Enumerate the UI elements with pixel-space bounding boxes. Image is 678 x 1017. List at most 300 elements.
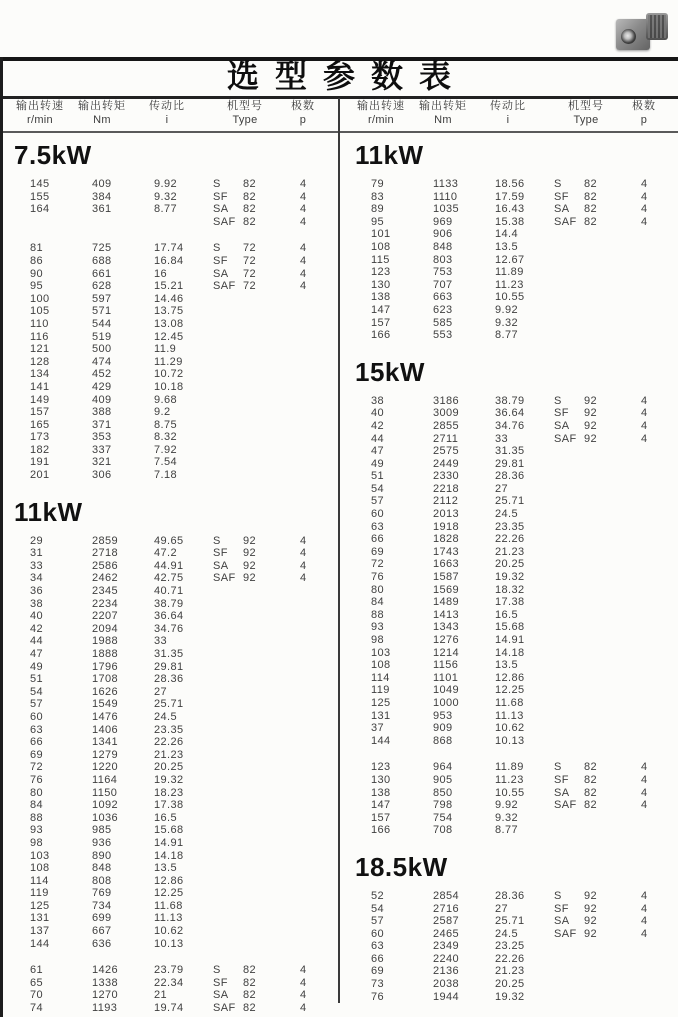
type-size-cell [584,621,641,634]
poles-cell [300,749,339,762]
ratio-cell: 25.71 [495,495,525,508]
ratio-cell: 47.2 [154,547,178,560]
ratio-cell: 19.32 [154,773,184,786]
speed-cell: 115 [371,253,390,266]
ratio-cell: 10.13 [154,937,184,950]
poles-cell [641,495,678,508]
header-poles-unit: p [299,114,307,126]
torque-cell [92,216,154,229]
power-section [341,853,678,1003]
poles-cell [641,521,678,534]
torque-cell: 3009 [433,407,460,420]
speed-cell: 83 [371,190,385,203]
ratio-cell: 28.36 [154,673,184,686]
type-prefix-cell [213,661,243,674]
speed-cell: 80 [371,583,385,596]
speed-cell: 100 [30,292,50,305]
header-ratio-label: 传动比 [490,100,526,112]
speed-cell: 47 [371,445,385,458]
torque-cell: 1988 [92,635,119,648]
table-row [0,711,339,724]
ratio-cell: 13.75 [154,305,184,318]
speed-cell: 88 [30,811,44,824]
type-size-cell [243,850,300,863]
speed-cell: 95 [30,280,44,293]
type-size-cell [584,940,641,953]
table-row [341,722,678,735]
table-row [341,433,678,446]
poles-cell [300,686,339,699]
type-size-cell: 82 [584,761,598,774]
torque-cell: 500 [92,343,112,356]
speed-cell: 131 [371,709,391,722]
ratio-cell: 31.35 [154,648,184,660]
table-row [0,216,339,229]
power-section-heading: 15kW [355,356,425,387]
table-row [0,585,339,598]
table-row [341,508,678,521]
header-torque-unit: Nm [434,114,452,126]
speed-cell: 130 [371,278,391,291]
table-row [0,648,339,661]
type-prefix-cell [213,749,243,762]
torque-cell: 1110 [433,190,458,203]
speed-cell: 49 [371,457,385,470]
type-prefix-cell: SAF [213,572,236,585]
ratio-cell: 7.92 [154,443,178,456]
type-prefix-cell [213,635,243,648]
table-row [0,761,339,774]
table-row [341,659,678,672]
torque-cell: 1133 [433,178,459,190]
table-row [341,521,678,534]
ratio-cell: 14.4 [495,228,519,241]
poles-cell: 4 [641,419,648,432]
torque-cell: 969 [433,215,453,228]
speed-cell: 98 [30,836,44,849]
poles-cell [300,431,339,444]
speed-cell: 141 [30,380,50,393]
type-prefix-cell [213,585,243,598]
poles-cell: 4 [300,203,307,216]
speed-cell: 69 [371,545,385,558]
table-row [0,203,339,216]
type-prefix-cell [554,470,584,483]
type-size-cell [243,406,300,419]
poles-cell [300,381,339,394]
speed-cell: 166 [371,329,391,342]
type-prefix-cell: SAF [213,280,236,293]
poles-cell [641,596,678,609]
type-prefix-cell [213,887,243,900]
type-prefix-cell [554,546,584,559]
speed-cell: 65 [30,976,44,989]
speed-cell: 60 [30,710,44,723]
poles-cell: 4 [300,267,307,280]
torque-cell: 2345 [92,585,119,598]
type-size-cell: 92 [584,432,598,445]
ratio-cell: 23.79 [154,964,184,977]
type-prefix-cell: SA [554,915,570,928]
type-size-cell [243,736,300,749]
table-row [0,787,339,800]
torque-cell: 663 [433,291,453,304]
table-row [0,268,339,281]
torque-cell: 699 [92,912,112,925]
torque-cell: 409 [92,178,112,190]
speed-cell: 29 [30,534,44,547]
table-row [0,419,339,432]
speed-cell: 79 [371,178,385,190]
poles-cell [300,661,339,674]
row-group [341,395,678,748]
table-row [0,749,339,762]
speed-cell: 69 [30,748,44,761]
type-size-cell [584,546,641,559]
table-column-right [341,133,678,1017]
ratio-cell: 21.23 [154,748,184,761]
type-size-cell: 82 [243,976,257,989]
ratio-cell: 7.18 [154,469,178,482]
type-prefix-cell [213,419,243,432]
torque-cell: 1888 [92,648,119,660]
type-size-cell [243,635,300,648]
torque-cell: 890 [92,849,112,862]
poles-cell [300,799,339,812]
type-prefix-cell [554,279,584,292]
torque-cell: 321 [92,456,112,469]
poles-cell [641,329,678,342]
torque-cell: 905 [433,773,453,786]
torque-cell: 1569 [433,583,460,596]
type-prefix-cell [554,483,584,496]
poles-cell [641,241,678,254]
torque-cell: 2349 [433,940,460,953]
torque-cell: 628 [92,280,112,293]
speed-cell: 166 [371,824,391,837]
ratio-cell: 16 [154,267,168,280]
poles-cell [641,953,678,966]
table-row [341,799,678,812]
speed-cell: 119 [30,887,49,900]
type-size-cell [584,558,641,571]
type-prefix-cell [554,991,584,1004]
ratio-cell: 17.74 [154,242,184,255]
table-row [0,824,339,837]
type-size-cell: 92 [584,915,598,928]
poles-cell [641,647,678,660]
speed-cell: 89 [371,203,385,216]
poles-cell: 4 [300,989,307,1002]
ratio-cell: 12.25 [495,684,525,697]
poles-cell [641,621,678,634]
power-section [341,358,678,837]
table-row [0,178,339,191]
ratio-cell: 20.25 [495,978,525,991]
table-row [341,291,678,304]
table-row [341,787,678,800]
ratio-cell: 22.26 [495,952,525,965]
table-row [341,710,678,723]
power-section-heading: 7.5kW [14,140,92,170]
ratio-cell: 12.86 [154,874,184,887]
poles-cell: 4 [300,190,307,203]
ratio-cell: 34.76 [154,622,184,635]
poles-cell [300,406,339,419]
row-group [341,761,678,837]
torque-cell: 2207 [92,610,119,623]
torque-cell: 2038 [433,978,460,991]
type-size-cell: 82 [584,190,598,203]
type-size-cell [584,254,641,267]
type-prefix-cell [213,368,243,381]
poles-cell [641,228,678,241]
type-size-cell [243,431,300,444]
table-row [341,991,678,1004]
torque-cell: 2855 [433,419,460,432]
speed-cell: 60 [371,508,385,521]
type-size-cell [584,445,641,458]
speed-cell: 157 [371,316,391,329]
speed-cell: 90 [30,267,44,280]
type-size-cell [584,684,641,697]
ratio-cell: 15.38 [495,215,525,228]
poles-cell [300,318,339,331]
speed-cell: 165 [30,418,50,431]
torque-cell: 2136 [433,965,460,978]
speed-cell: 138 [371,786,391,799]
ratio-cell: 11.13 [495,709,524,722]
speed-cell: 155 [30,190,50,203]
torque-cell: 1036 [92,811,119,824]
ratio-cell: 36.64 [154,610,184,623]
type-size-cell: 82 [584,203,598,216]
ratio-cell: 14.18 [154,849,184,862]
poles-cell [300,293,339,306]
torque-cell: 734 [92,899,112,912]
table-row [341,634,678,647]
header-torque [78,100,126,127]
ratio-cell: 27 [154,685,168,698]
torque-cell: 1156 [433,659,459,672]
torque-cell: 1708 [92,673,119,686]
type-prefix-cell: S [213,534,221,547]
header-ratio [490,100,526,127]
table-row [0,724,339,737]
speed-cell: 93 [30,824,44,837]
table-row [0,394,339,407]
poles-cell [300,419,339,432]
speed-cell: 103 [30,849,50,862]
ratio-cell: 11.9 [154,343,177,356]
type-prefix-cell: SAF [554,432,577,445]
type-size-cell [243,698,300,711]
ratio-cell: 15.68 [495,621,525,634]
torque-cell: 803 [433,253,453,266]
speed-cell: 40 [30,610,44,623]
speed-cell: 144 [371,734,391,747]
ratio-cell: 21.23 [495,545,525,558]
poles-cell [300,394,339,407]
header-speed [357,100,405,127]
row-group [341,178,678,342]
poles-cell [300,900,339,913]
speed-cell: 108 [30,862,50,875]
type-size-cell [584,241,641,254]
type-size-cell: 82 [243,203,257,216]
poles-cell [641,978,678,991]
torque-cell: 452 [92,368,112,381]
header-torque-label: 输出转矩 [419,100,467,112]
type-prefix-cell [554,241,584,254]
poles-cell [300,648,339,661]
ratio-cell: 36.64 [495,407,525,420]
type-prefix-cell [554,584,584,597]
motor-fins-shape [648,15,666,38]
poles-cell: 4 [300,559,307,572]
ratio-cell: 38.79 [495,394,525,407]
poles-cell: 4 [300,572,307,585]
header-speed-label: 输出转速 [16,100,64,112]
type-prefix-cell [554,571,584,584]
table-row [0,686,339,699]
poles-cell [641,812,678,825]
table-row [0,255,339,268]
speed-cell: 119 [371,684,390,697]
speed-cell: 157 [30,406,50,419]
torque-cell: 1796 [92,660,119,673]
speed-cell: 98 [371,634,385,646]
type-size-cell [243,585,300,598]
torque-cell: 2854 [433,889,460,902]
torque-cell: 1549 [92,698,119,711]
speed-cell: 63 [30,723,44,736]
type-prefix-cell [554,558,584,571]
type-size-cell [243,887,300,900]
type-size-cell: 72 [243,267,257,280]
torque-cell: 1476 [92,710,119,723]
ratio-cell: 16.43 [495,203,525,216]
speed-cell: 54 [371,482,385,495]
header-type [227,100,263,127]
torque-cell: 1743 [433,545,460,558]
torque-cell: 753 [433,266,453,279]
torque-cell: 2013 [433,508,460,521]
type-prefix-cell [213,875,243,888]
table-row [341,203,678,216]
table-row [341,241,678,254]
poles-cell: 4 [300,976,307,989]
shaft-face-shape [621,29,636,44]
torque-cell: 1338 [92,976,119,989]
speed-cell: 144 [30,937,50,950]
table-row [341,279,678,292]
poles-cell [300,444,339,457]
type-prefix-cell: SA [213,989,229,1002]
ratio-cell: 11.89 [495,761,524,774]
ratio-cell: 9.2 [154,406,171,419]
torque-cell: 1193 [92,1002,118,1015]
table-row [341,953,678,966]
type-size-cell: 92 [243,559,257,572]
type-size-cell: 82 [243,989,257,1002]
torque-cell: 953 [433,709,453,722]
type-size-cell: 92 [584,394,598,407]
ratio-cell: 14.18 [495,646,525,659]
torque-cell: 2575 [433,445,460,458]
table-row [341,621,678,634]
poles-cell [300,305,339,318]
torque-cell: 1279 [92,748,119,761]
speed-cell: 38 [371,394,385,407]
speed-cell: 125 [371,696,391,709]
type-prefix-cell [554,317,584,330]
type-size-cell [584,291,641,304]
header-ratio [149,100,185,127]
type-prefix-cell [213,862,243,875]
type-prefix-cell [213,394,243,407]
table-row [341,254,678,267]
type-prefix-cell [554,953,584,966]
poles-cell [300,711,339,724]
type-prefix-cell [554,710,584,723]
type-prefix-cell [213,925,243,938]
table-row [0,862,339,875]
type-prefix-cell [554,533,584,546]
ratio-cell: 18.23 [154,786,184,799]
speed-cell: 51 [371,470,385,483]
table-row [341,533,678,546]
type-prefix-cell [554,659,584,672]
poles-cell [300,585,339,598]
table-row [341,596,678,609]
speed-cell: 108 [371,240,391,253]
poles-cell: 4 [641,761,648,774]
type-size-cell [584,978,641,991]
torque-cell: 2716 [433,902,460,915]
header-poles [291,100,315,127]
poles-cell [300,774,339,787]
speed-cell: 44 [30,635,44,648]
type-prefix-cell: SAF [554,215,577,228]
torque-cell: 1092 [92,799,119,812]
speed-cell: 76 [371,990,385,1003]
header-type-label: 机型号 [227,100,263,112]
type-size-cell: 82 [243,215,257,228]
type-size-cell [584,521,641,534]
torque-cell: 2218 [433,482,460,495]
type-size-cell [243,368,300,381]
type-prefix-cell [213,610,243,623]
table-row [341,407,678,420]
header-type-unit: Type [232,114,258,126]
poles-cell [300,635,339,648]
poles-cell [300,456,339,469]
torque-cell: 1918 [433,520,460,533]
torque-cell: 1663 [433,558,460,571]
table-row [341,329,678,342]
speed-cell: 31 [30,547,44,560]
ratio-cell: 24.5 [495,508,519,521]
type-prefix-cell [213,318,243,331]
speed-cell: 110 [30,317,49,330]
poles-cell [300,698,339,711]
ratio-cell: 13.5 [154,862,178,875]
type-size-cell [243,381,300,394]
table-row [0,623,339,636]
ratio-cell: 8.75 [154,418,178,431]
power-section-heading: 11kW [355,140,424,170]
